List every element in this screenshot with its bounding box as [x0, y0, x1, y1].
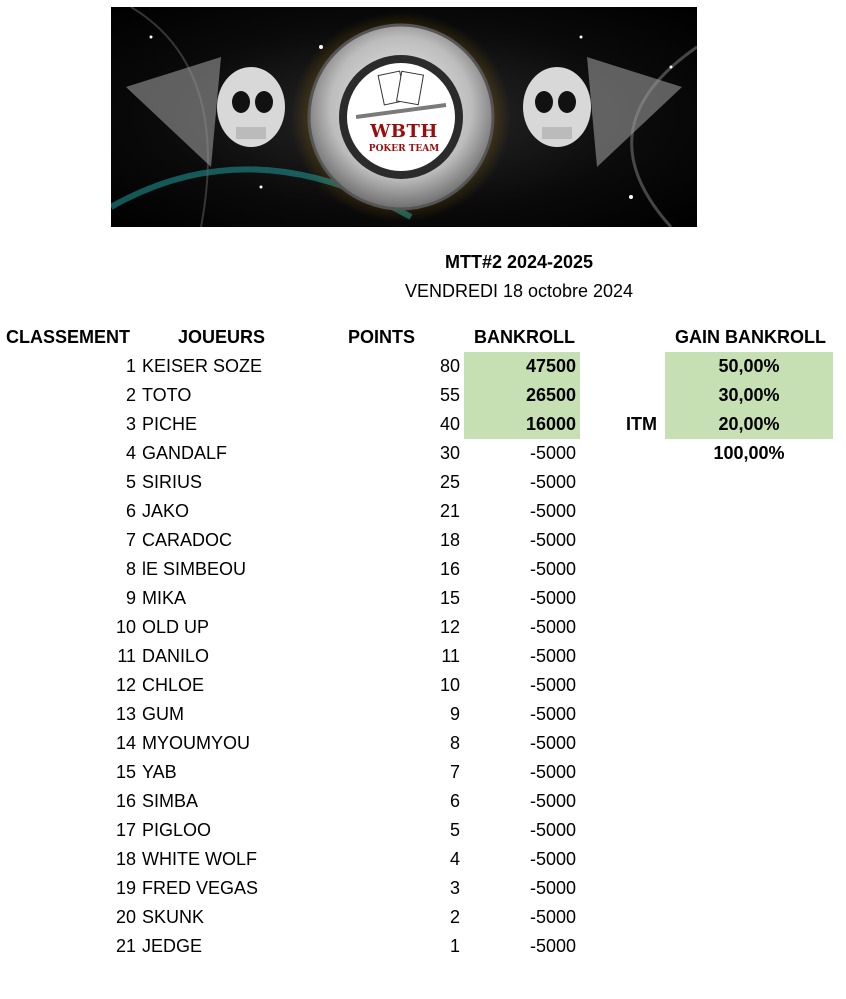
- table-row: [0, 729, 846, 758]
- bankroll-cell: -5000: [529, 675, 576, 695]
- table-row: [0, 468, 846, 497]
- player-cell: YAB: [142, 762, 177, 782]
- rank-cell: 14: [115, 733, 136, 753]
- rank-cell: 9: [125, 588, 136, 608]
- player-cell: PIGLOO: [142, 820, 212, 840]
- gain-row: [0, 439, 846, 468]
- table-row: [0, 671, 846, 700]
- points-cell: 8: [449, 733, 460, 753]
- points-cell: 3: [449, 878, 460, 898]
- bankroll-cell: -5000: [529, 472, 576, 492]
- bankroll-cell: -5000: [529, 704, 576, 724]
- event-title: MTT#2 2024-2025: [444, 252, 594, 272]
- bankroll-cell: 47500: [464, 352, 580, 381]
- points-cell: 1: [449, 936, 460, 956]
- player-cell: KEISER SOZE: [142, 356, 263, 376]
- rank-cell: 7: [125, 530, 136, 550]
- player-cell: PICHE: [142, 414, 198, 434]
- bankroll-cell: 16000: [464, 410, 580, 439]
- table-row: [0, 903, 846, 932]
- header-rank: CLASSEMENT: [6, 327, 131, 347]
- points-cell: 55: [439, 385, 460, 405]
- table-row: [0, 526, 846, 555]
- rank-cell: 8: [125, 559, 136, 579]
- rank-cell: 5: [125, 472, 136, 492]
- table-row: [0, 874, 846, 903]
- points-cell: 15: [439, 588, 460, 608]
- rank-cell: 13: [115, 704, 136, 724]
- points-cell: 16: [439, 559, 460, 579]
- rank-cell: 17: [115, 820, 136, 840]
- points-cell: 11: [441, 646, 460, 666]
- table-row: [0, 584, 846, 613]
- bankroll-cell: -5000: [529, 617, 576, 637]
- bankroll-cell: -5000: [529, 501, 576, 521]
- player-cell: GUM: [142, 704, 184, 724]
- points-cell: 7: [449, 762, 460, 782]
- rank-cell: 15: [115, 762, 136, 782]
- player-cell: JEDGE: [142, 936, 203, 956]
- points-cell: 2: [449, 907, 460, 927]
- player-cell: CARADOC: [142, 530, 233, 550]
- bankroll-cell: -5000: [529, 530, 576, 550]
- bankroll-cell: -5000: [529, 791, 576, 811]
- bankroll-cell: -5000: [529, 733, 576, 753]
- player-cell: MIKA: [142, 588, 187, 608]
- header-gain-bankroll: GAIN BANKROLL: [675, 327, 826, 347]
- rank-cell: 6: [125, 501, 136, 521]
- bankroll-cell: -5000: [529, 849, 576, 869]
- player-cell: WHITE WOLF: [142, 849, 257, 869]
- table-row: [0, 613, 846, 642]
- player-cell: JAKO: [142, 501, 190, 521]
- table-row: [0, 816, 846, 845]
- bankroll-cell: 26500: [464, 381, 580, 410]
- player-cell: SIRIUS: [142, 472, 203, 492]
- rank-cell: 18: [115, 849, 136, 869]
- table-row: [0, 787, 846, 816]
- player-cell: FRED VEGAS: [142, 878, 259, 898]
- player-cell: TOTO: [142, 385, 192, 405]
- points-cell: 5: [449, 820, 460, 840]
- table-row: [0, 758, 846, 787]
- gain-cell: 20,00%: [665, 410, 833, 439]
- gain-total: 100,00%: [713, 443, 785, 463]
- points-cell: 30: [439, 443, 460, 463]
- bankroll-cell: -5000: [529, 443, 576, 463]
- points-cell: 18: [439, 530, 460, 550]
- gain-cell: 30,00%: [665, 381, 833, 410]
- bankroll-cell: -5000: [529, 588, 576, 608]
- points-cell: 9: [449, 704, 460, 724]
- player-cell: MYOUMYOU: [142, 733, 250, 753]
- header-points: POINTS: [348, 327, 416, 347]
- player-cell: SIMBA: [142, 791, 199, 811]
- player-cell: DANILO: [142, 646, 210, 666]
- table-row: [0, 845, 846, 874]
- points-cell: 10: [439, 675, 460, 695]
- bankroll-cell: -5000: [529, 559, 576, 579]
- table-row: [0, 642, 846, 671]
- rank-cell: 16: [115, 791, 136, 811]
- logo-title: WBTH: [370, 121, 438, 142]
- points-cell: 12: [439, 617, 460, 637]
- rank-cell: 1: [125, 356, 136, 376]
- wbth-banner: [111, 7, 697, 227]
- points-cell: 25: [439, 472, 460, 492]
- gain-row: [0, 410, 846, 439]
- points-cell: 6: [449, 791, 460, 811]
- rank-cell: 4: [125, 443, 136, 463]
- rank-cell: 3: [125, 414, 136, 434]
- player-cell: SKUNK: [142, 907, 205, 927]
- gain-cell: 50,00%: [665, 352, 833, 381]
- bankroll-cell: -5000: [529, 762, 576, 782]
- header-player: JOUEURS: [178, 327, 266, 347]
- gain-row: [0, 381, 846, 410]
- points-cell: 4: [449, 849, 460, 869]
- logo-subtitle: POKER TEAM: [368, 144, 440, 154]
- table-row: [0, 932, 846, 961]
- table-row: [0, 497, 846, 526]
- points-cell: 80: [439, 356, 460, 376]
- bankroll-cell: -5000: [529, 907, 576, 927]
- player-cell: GANDALF: [142, 443, 228, 463]
- header-bankroll: BANKROLL: [474, 327, 575, 347]
- table-row: [0, 700, 846, 729]
- bankroll-cell: -5000: [529, 878, 576, 898]
- player-cell: CHLOE: [142, 675, 205, 695]
- bankroll-cell: -5000: [529, 646, 576, 666]
- bankroll-cell: -5000: [529, 936, 576, 956]
- rank-cell: 12: [115, 675, 136, 695]
- rank-cell: 19: [115, 878, 136, 898]
- points-cell: 21: [439, 501, 460, 521]
- rank-cell: 20: [115, 907, 136, 927]
- event-date: VENDREDI 18 octobre 2024: [404, 281, 634, 301]
- banner-artwork: [111, 7, 697, 227]
- rank-cell: 11: [117, 646, 136, 666]
- rank-cell: 2: [125, 385, 136, 405]
- points-cell: 40: [439, 414, 460, 434]
- itm-label: ITM: [626, 414, 657, 434]
- rank-cell: 21: [115, 936, 136, 956]
- rank-cell: 10: [115, 617, 136, 637]
- player-cell: OLD UP: [142, 617, 210, 637]
- bankroll-cell: -5000: [529, 820, 576, 840]
- player-cell: lE SIMBEOU: [142, 559, 247, 579]
- table-row: [0, 555, 846, 584]
- gain-row: [0, 352, 846, 381]
